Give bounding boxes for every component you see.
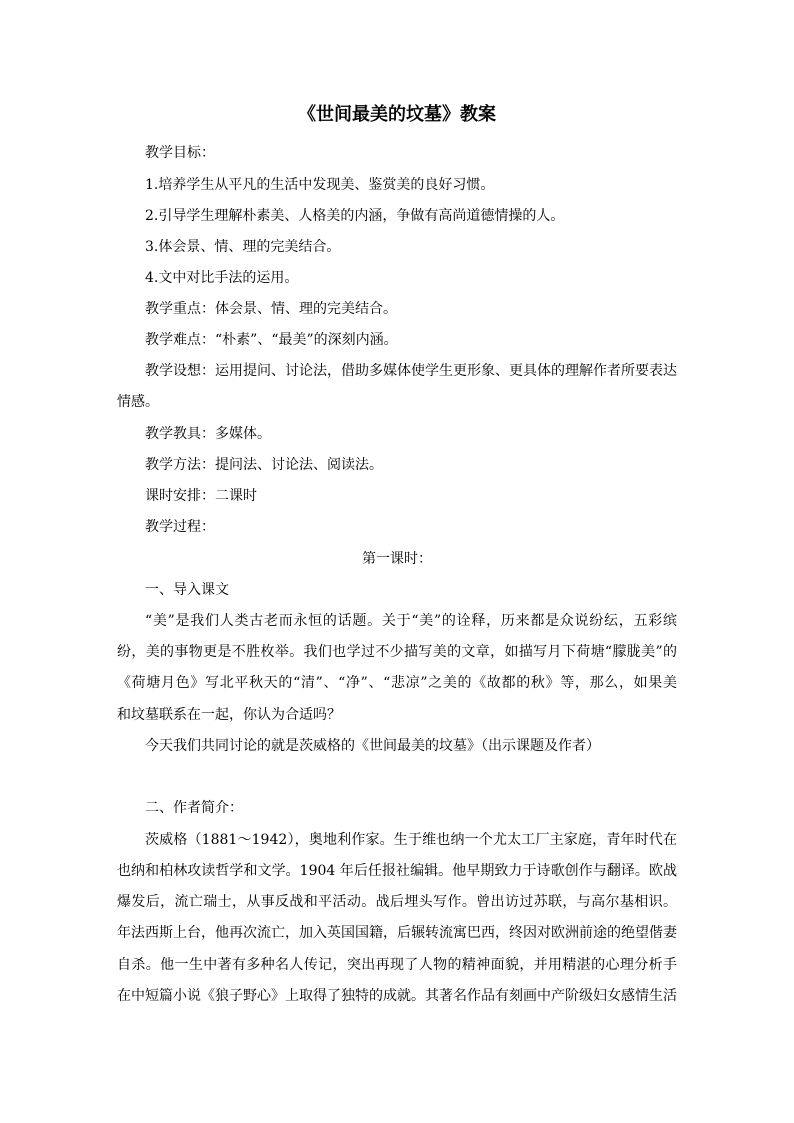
today-line: 今天我们共同讨论的就是茨威格的《世间最美的坟墓》（出示课题及作者） bbox=[145, 738, 600, 754]
lesson-one-heading: 第一课时： bbox=[362, 551, 432, 567]
objectives-heading: 教学目标： bbox=[145, 145, 215, 161]
key-point: 教学重点：体会景、情、理的完美结合。 bbox=[145, 301, 397, 317]
document-title: 《世间最美的坟墓》教案 bbox=[298, 104, 496, 125]
objective-item: 2.引导学生理解朴素美、人格美的内涵，争做有高尚道德情操的人。 bbox=[145, 208, 565, 224]
author-paragraph-line: 茨威格（1881～1942），奥地利作家。生于维也纳一个尤太工厂主家庭，青年时代在 bbox=[145, 832, 677, 848]
author-paragraph-line: 也纳和柏林攻读哲学和文学。1904 年后任报社编辑。他早期致力于诗歌创作与翻译。欧战 bbox=[117, 863, 677, 879]
design-line-continued: 情感。 bbox=[117, 394, 159, 410]
teaching-methods: 教学方法：提问法、讨论法、阅读法。 bbox=[145, 457, 383, 473]
objective-item: 1.培养学生从平凡的生活中发现美、鉴赏美的良好习惯。 bbox=[145, 177, 495, 193]
author-paragraph-line: 年法西斯上台，他再次流亡，加入英国国籍，后辗转流寓巴西，终因对欧洲前途的绝望偕妻 bbox=[117, 925, 677, 941]
section-two-heading: 二、作者简介： bbox=[145, 800, 243, 816]
objective-item: 4.文中对比手法的运用。 bbox=[145, 270, 299, 286]
section-one-heading: 一、导入课文 bbox=[145, 582, 229, 598]
process-heading: 教学过程： bbox=[145, 519, 215, 535]
author-paragraph-line: 自杀。他一生中著有多种名人传记，突出再现了人物的精神面貌，并用精湛的心理分析手 bbox=[117, 957, 677, 973]
teaching-tools: 教学教具：多媒体。 bbox=[145, 426, 271, 442]
design-line: 教学设想：运用提问、讨论法，借助多媒体使学生更形象、更具体的理解作者所要表达 bbox=[145, 363, 677, 379]
difficulty: 教学难点：“朴素”、“最美”的深刻内涵。 bbox=[145, 332, 398, 348]
intro-paragraph-line: “美”是我们人类古老而永恒的话题。关于“美”的诠释，历来都是众说纷纭，五彩缤 bbox=[145, 613, 677, 629]
lesson-schedule: 课时安排：二课时 bbox=[145, 488, 257, 504]
objective-item: 3.体会景、情、理的完美结合。 bbox=[145, 239, 341, 255]
intro-paragraph-line: 《荷塘月色》写北平秋天的“清”、“净”、“悲凉”之美的《故都的秋》等，那么，如果美 bbox=[117, 675, 677, 691]
author-paragraph-line: 在中短篇小说《狼子野心》上取得了独特的成就。其著名作品有刻画中产阶级妇女感情生活 bbox=[117, 988, 677, 1004]
intro-paragraph-line: 和坟墓联系在一起，你认为合适吗？ bbox=[117, 707, 341, 723]
author-paragraph-line: 爆发后，流亡瑞士，从事反战和平活动。战后埋头写作。曾出访过苏联，与高尔基相识。 bbox=[117, 894, 677, 910]
intro-paragraph-line: 纷，美的事物更是不胜枚举。我们也学过不少描写美的文章，如描写月下荷塘“朦胧美”的 bbox=[117, 644, 677, 660]
